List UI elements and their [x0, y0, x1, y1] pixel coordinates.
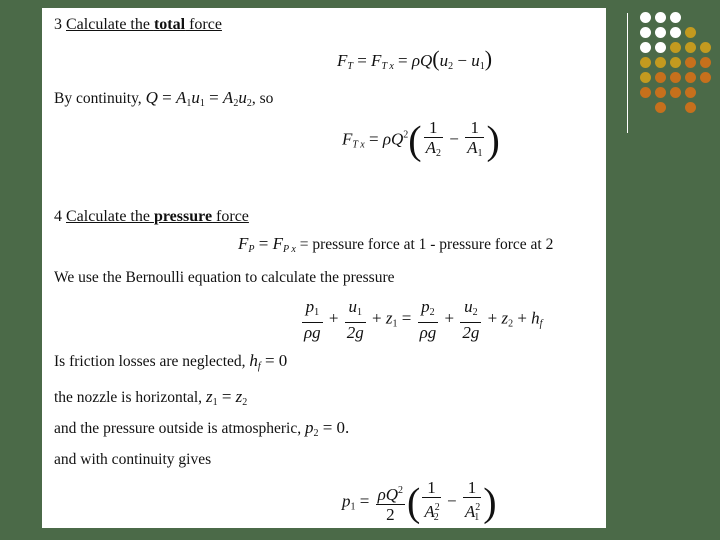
- title-pre: Calculate the: [66, 16, 154, 33]
- decorative-dot: [655, 57, 666, 68]
- title-bold: pressure: [153, 208, 213, 225]
- paren-close: ): [483, 479, 497, 525]
- operator: −: [442, 491, 461, 511]
- symbol: A: [175, 88, 187, 107]
- decorative-dot: [640, 12, 651, 23]
- paren-open: (: [407, 479, 421, 525]
- decorative-dot: [685, 87, 696, 98]
- symbol: F: [238, 234, 249, 253]
- operator: +: [513, 308, 532, 328]
- fraction: [345, 297, 366, 342]
- symbol: F: [371, 51, 382, 70]
- symbol: u: [191, 88, 200, 107]
- friction-line: [54, 351, 287, 372]
- subscript: 1: [477, 148, 483, 159]
- symbol: F: [342, 129, 353, 149]
- decorative-dot: [685, 42, 696, 53]
- title-pre: Calculate the: [66, 208, 154, 225]
- subscript: P x: [282, 244, 296, 255]
- decorative-dot: [655, 87, 666, 98]
- decorative-dot: [670, 12, 681, 23]
- symbol: u: [471, 51, 480, 70]
- section-title: [66, 208, 249, 225]
- symbol: p: [421, 297, 430, 316]
- subscript: 1: [186, 98, 192, 109]
- symbol: p: [304, 418, 314, 437]
- decorative-dot: [700, 57, 711, 68]
- decorative-dot: [640, 57, 651, 68]
- decorative-dot: [640, 27, 651, 38]
- subscript: 1: [199, 98, 205, 109]
- decorative-dot: [640, 87, 651, 98]
- paren-open: (: [408, 117, 422, 163]
- decorative-dot: [655, 102, 666, 113]
- title-post: force: [185, 16, 222, 33]
- operator: = 0.: [318, 418, 350, 437]
- subscript: 2: [433, 512, 439, 523]
- subscript: 2: [429, 307, 435, 318]
- operator: =: [364, 129, 383, 149]
- nozzle-line: [54, 387, 247, 408]
- equation-p1: [342, 478, 497, 527]
- decorative-dot: [685, 57, 696, 68]
- decorative-dot: [655, 42, 666, 53]
- symbol: z: [385, 308, 393, 328]
- continuity-text: By continuity,: [54, 90, 142, 107]
- decorative-dot: [670, 57, 681, 68]
- subscript: T x: [352, 139, 365, 151]
- section-4-heading: [54, 208, 249, 226]
- subscript: f: [539, 318, 543, 330]
- subscript: 2: [233, 98, 239, 109]
- decorative-dot: [655, 12, 666, 23]
- subscript: f: [257, 361, 261, 372]
- subscript: P: [248, 244, 255, 255]
- fraction: [422, 478, 440, 527]
- decorative-dot: [685, 102, 696, 113]
- decorative-dot: [670, 42, 681, 53]
- section-number: 4: [54, 208, 62, 225]
- fraction: [465, 118, 484, 163]
- symbol: z: [205, 387, 213, 406]
- numerator: 1: [424, 118, 443, 138]
- symbol: Q: [145, 88, 158, 107]
- operator: +: [440, 308, 459, 328]
- fraction: [418, 297, 439, 342]
- denominator: [465, 138, 484, 163]
- operator: =: [355, 491, 374, 511]
- decorative-divider: [627, 13, 628, 133]
- subscript: 1: [314, 307, 320, 318]
- decorative-dot: [670, 27, 681, 38]
- equation-bernoulli: [300, 297, 542, 342]
- subscript: 2: [448, 61, 454, 72]
- paren: ): [484, 46, 493, 71]
- operator: −: [444, 129, 464, 149]
- section-title: [66, 16, 222, 33]
- subscript: 1: [474, 512, 480, 523]
- subscript: 1: [212, 397, 218, 408]
- equation-pressure-force: [238, 234, 553, 255]
- decorative-dot: [655, 27, 666, 38]
- operator: −: [453, 51, 472, 70]
- subscript: 2: [508, 318, 514, 330]
- symbol: ρQ: [377, 485, 399, 504]
- operator: =: [393, 51, 412, 70]
- equation-total-force: [337, 46, 492, 72]
- subscript: 2: [472, 307, 478, 318]
- symbol: 2g: [346, 323, 364, 342]
- superscript: 2: [398, 485, 404, 496]
- subscript: 1: [357, 307, 363, 318]
- operator: = 0: [260, 351, 288, 370]
- superscript: 2: [403, 129, 409, 141]
- continuity-gives-text: and with continuity gives: [54, 451, 212, 468]
- document-page: [42, 8, 606, 528]
- symbol: ρQ: [411, 51, 433, 70]
- paren-close: ): [486, 117, 500, 163]
- fraction: [376, 481, 405, 524]
- operator: =: [217, 387, 236, 406]
- subscript: T x: [381, 61, 394, 72]
- symbol: u: [348, 297, 358, 316]
- numerator: 1: [465, 118, 484, 138]
- superscript: 2: [475, 502, 481, 513]
- superscript: 2: [434, 502, 440, 513]
- decorative-dot: [640, 72, 651, 83]
- decorative-dot: [700, 42, 711, 53]
- continuity-line: [54, 88, 273, 109]
- symbol: h: [249, 351, 258, 370]
- section-number: 3: [54, 16, 62, 33]
- continuity-tail: , so: [251, 90, 274, 107]
- symbol: ρg: [304, 323, 321, 342]
- subscript: 2: [435, 148, 441, 159]
- section-3-heading: [54, 16, 222, 34]
- operator: +: [324, 308, 343, 328]
- operator: =: [397, 308, 416, 328]
- nozzle-text: the nozzle is horizontal,: [54, 389, 203, 406]
- decorative-dot: [655, 72, 666, 83]
- atmospheric-text: and the pressure outside is atmospheric,: [54, 420, 302, 437]
- pressure-force-text: = pressure force at 1 - pressure force at 2: [295, 236, 554, 253]
- symbol: u: [464, 297, 473, 316]
- equation-ftx: [342, 118, 500, 163]
- symbol: p: [342, 491, 351, 511]
- friction-text: Is friction losses are neglected,: [54, 353, 246, 370]
- atmospheric-line: [54, 418, 349, 439]
- subscript: 2: [313, 428, 319, 439]
- decorative-dot: [685, 72, 696, 83]
- subscript: 2: [242, 397, 248, 408]
- symbol: A: [467, 138, 478, 157]
- symbol: u: [238, 88, 247, 107]
- subscript: 1: [350, 501, 356, 513]
- title-bold: total: [153, 16, 186, 33]
- symbol: 2g: [462, 323, 480, 342]
- symbol: h: [531, 308, 540, 328]
- symbol: A: [464, 502, 476, 521]
- operator: +: [483, 308, 502, 328]
- decorative-dot: [685, 27, 696, 38]
- fraction: [460, 297, 481, 342]
- decorative-dot-grid: [640, 12, 715, 122]
- numerator: 1: [422, 478, 440, 498]
- operator: =: [204, 88, 223, 107]
- symbol: u: [439, 51, 449, 70]
- symbol: p: [305, 297, 315, 316]
- decorative-dot: [670, 72, 681, 83]
- decorative-dot: [700, 72, 711, 83]
- symbol: z: [501, 308, 509, 328]
- fraction: [302, 297, 323, 342]
- numerator: 1: [463, 478, 481, 498]
- decorative-dot: [640, 42, 651, 53]
- subscript: 2: [246, 98, 252, 109]
- symbol: A: [424, 502, 435, 521]
- bernoulli-text: We use the Bernoulli equation to calculate the pressure: [54, 269, 395, 286]
- operator: +: [367, 308, 386, 328]
- operator: =: [254, 234, 273, 253]
- symbol: ρQ: [382, 129, 404, 149]
- subscript: 1: [479, 61, 485, 72]
- decorative-dot: [670, 87, 681, 98]
- symbol: F: [272, 234, 283, 253]
- symbol: ρg: [419, 323, 437, 342]
- denominator: 2: [386, 505, 395, 524]
- paren: (: [432, 46, 440, 71]
- fraction: [463, 478, 481, 527]
- operator: =: [157, 88, 176, 107]
- denominator: [424, 138, 443, 163]
- title-post: force: [212, 208, 249, 225]
- subscript: 1: [392, 318, 398, 330]
- symbol: F: [337, 51, 348, 70]
- symbol: A: [222, 88, 234, 107]
- fraction: [424, 118, 443, 163]
- symbol: A: [425, 138, 436, 157]
- symbol: z: [235, 387, 243, 406]
- continuity-equation: [146, 88, 252, 107]
- subscript: T: [347, 61, 353, 72]
- operator: =: [352, 51, 372, 70]
